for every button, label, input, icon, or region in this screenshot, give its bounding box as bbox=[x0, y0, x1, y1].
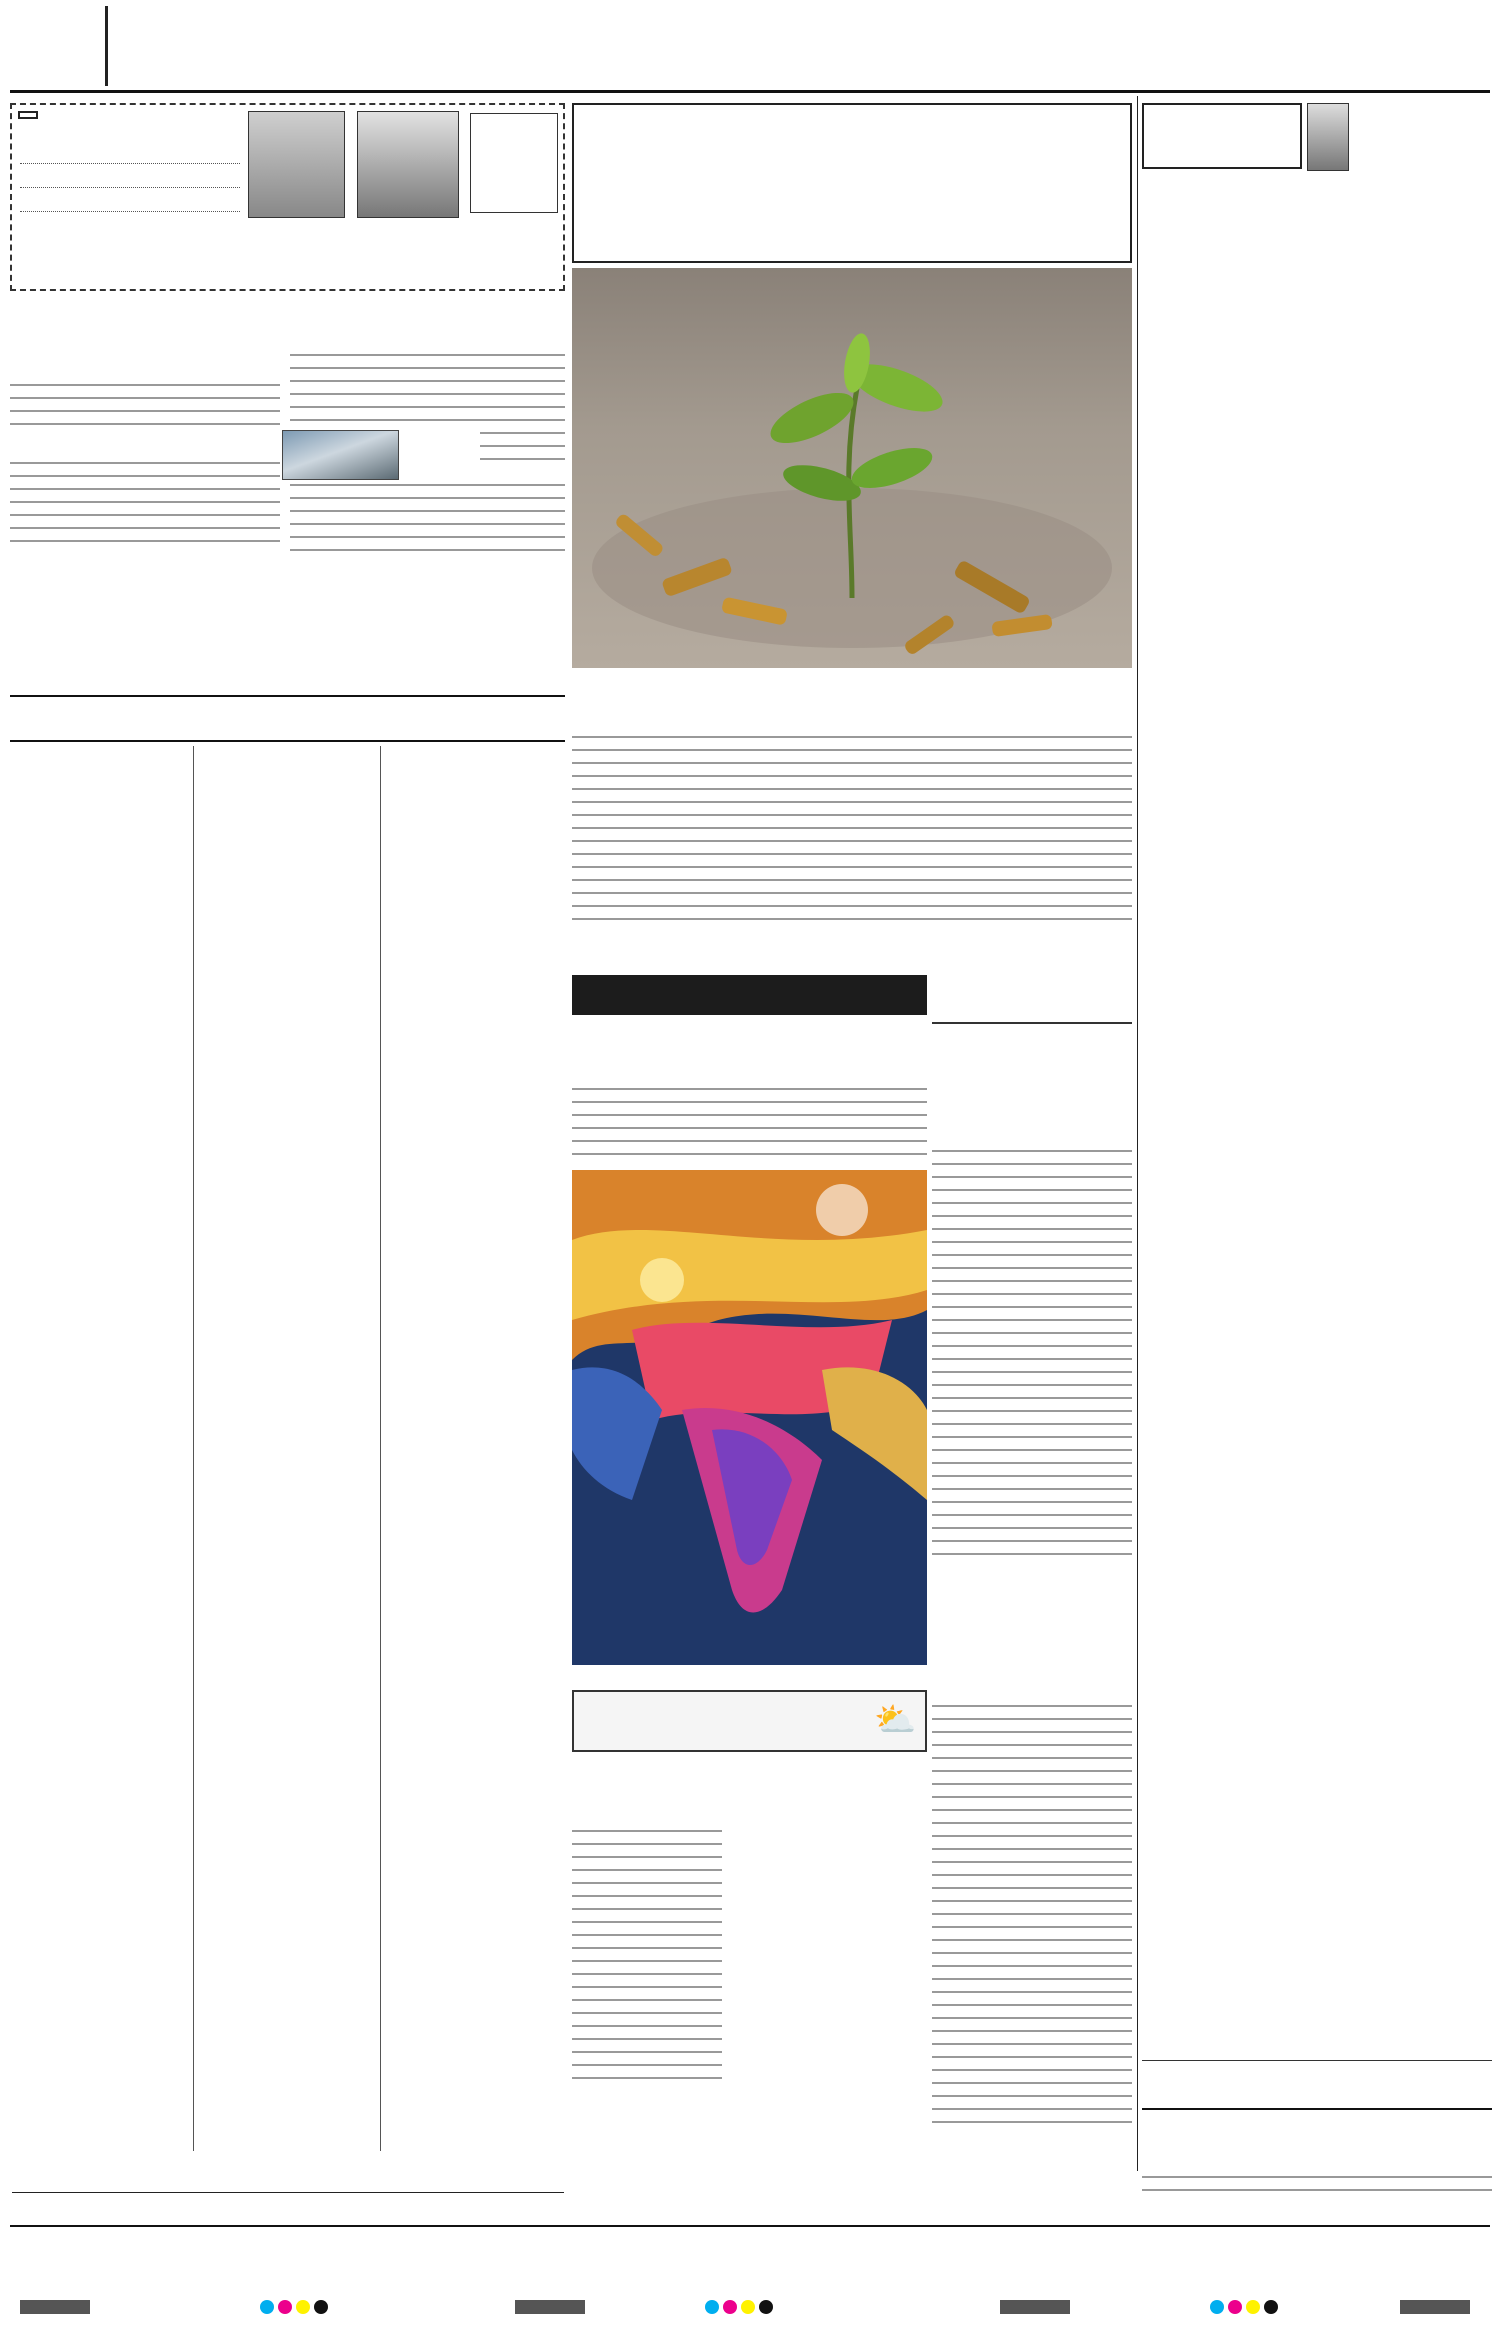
birthday-name-label bbox=[20, 163, 240, 164]
birthday-title bbox=[18, 111, 38, 119]
astrologer-photo bbox=[1307, 103, 1349, 171]
registration-dot-black-1 bbox=[314, 2300, 328, 2314]
birthday-dob-label bbox=[20, 211, 240, 212]
registration-dot-cyan-2 bbox=[705, 2300, 719, 2314]
registration-dot-black-3 bbox=[1264, 2300, 1278, 2314]
dance-tag bbox=[932, 1022, 1132, 1024]
masthead bbox=[10, 6, 1490, 94]
registration-bar-3 bbox=[1000, 2300, 1070, 2314]
birthday-age-label bbox=[20, 187, 240, 188]
masthead-logo bbox=[10, 6, 108, 86]
kalinga-body-lines bbox=[932, 1705, 1132, 2134]
dog-top-rule bbox=[1142, 2108, 1492, 2110]
registration-dot-magenta-2 bbox=[723, 2300, 737, 2314]
registration-bar-2 bbox=[515, 2300, 585, 2314]
classified-divider-1 bbox=[193, 746, 194, 2151]
hirakud-body-lines-5 bbox=[290, 484, 565, 562]
lead-headline-box bbox=[572, 103, 1132, 263]
registration-dot-magenta-3 bbox=[1228, 2300, 1242, 2314]
birthday-photo-stamp bbox=[470, 113, 558, 213]
dog-body-lines bbox=[1142, 2176, 1492, 2202]
rashifala-title-box bbox=[1142, 103, 1302, 169]
hirakud-body-lines-2 bbox=[290, 354, 565, 432]
registration-bar-1 bbox=[20, 2300, 90, 2314]
hirakud-body-lines-4 bbox=[480, 432, 565, 471]
dance-body-lines bbox=[932, 1150, 1132, 1566]
satellite-photo bbox=[572, 1170, 927, 1665]
lead-body-lines bbox=[572, 736, 1132, 931]
satellite-illustration bbox=[572, 1170, 927, 1665]
registration-dot-yellow-1 bbox=[296, 2300, 310, 2314]
masthead-rule bbox=[10, 90, 1490, 93]
lead-photo-seedling bbox=[572, 268, 1132, 668]
weather-sun-cloud-icon: ⛅ bbox=[874, 1700, 917, 1740]
rashifala-divider bbox=[1137, 96, 1138, 2171]
registration-dot-cyan-1 bbox=[260, 2300, 274, 2314]
registration-bar-4 bbox=[1400, 2300, 1470, 2314]
birthday-photo-adult bbox=[357, 111, 459, 218]
cold-body-lines bbox=[572, 1088, 927, 1166]
weather-header-box bbox=[572, 1690, 927, 1752]
classified-mobile-line bbox=[12, 2192, 564, 2196]
weather-table-wrap bbox=[728, 1758, 927, 1762]
page-bottom-rule bbox=[10, 2225, 1490, 2227]
registration-dot-black-2 bbox=[759, 2300, 773, 2314]
registration-dot-yellow-2 bbox=[741, 2300, 755, 2314]
classified-top-rule bbox=[10, 695, 565, 697]
registration-dot-cyan-3 bbox=[1210, 2300, 1224, 2314]
registration-dot-magenta-1 bbox=[278, 2300, 292, 2314]
hirakud-body-lines-3 bbox=[10, 462, 280, 553]
classified-divider-2 bbox=[380, 746, 381, 2151]
hirakud-dam-photo bbox=[282, 430, 399, 480]
hirakud-body-lines-1 bbox=[10, 384, 280, 436]
seedling-illustration bbox=[572, 268, 1132, 668]
birthday-coupon bbox=[10, 103, 565, 291]
registration-dot-yellow-3 bbox=[1246, 2300, 1260, 2314]
weather-intro-lines bbox=[572, 1830, 722, 2090]
classified-title-rule bbox=[10, 740, 565, 742]
cold-headline-box bbox=[572, 975, 927, 1015]
rashifala-footer bbox=[1142, 2060, 1492, 2065]
birthday-photo-child bbox=[248, 111, 345, 218]
